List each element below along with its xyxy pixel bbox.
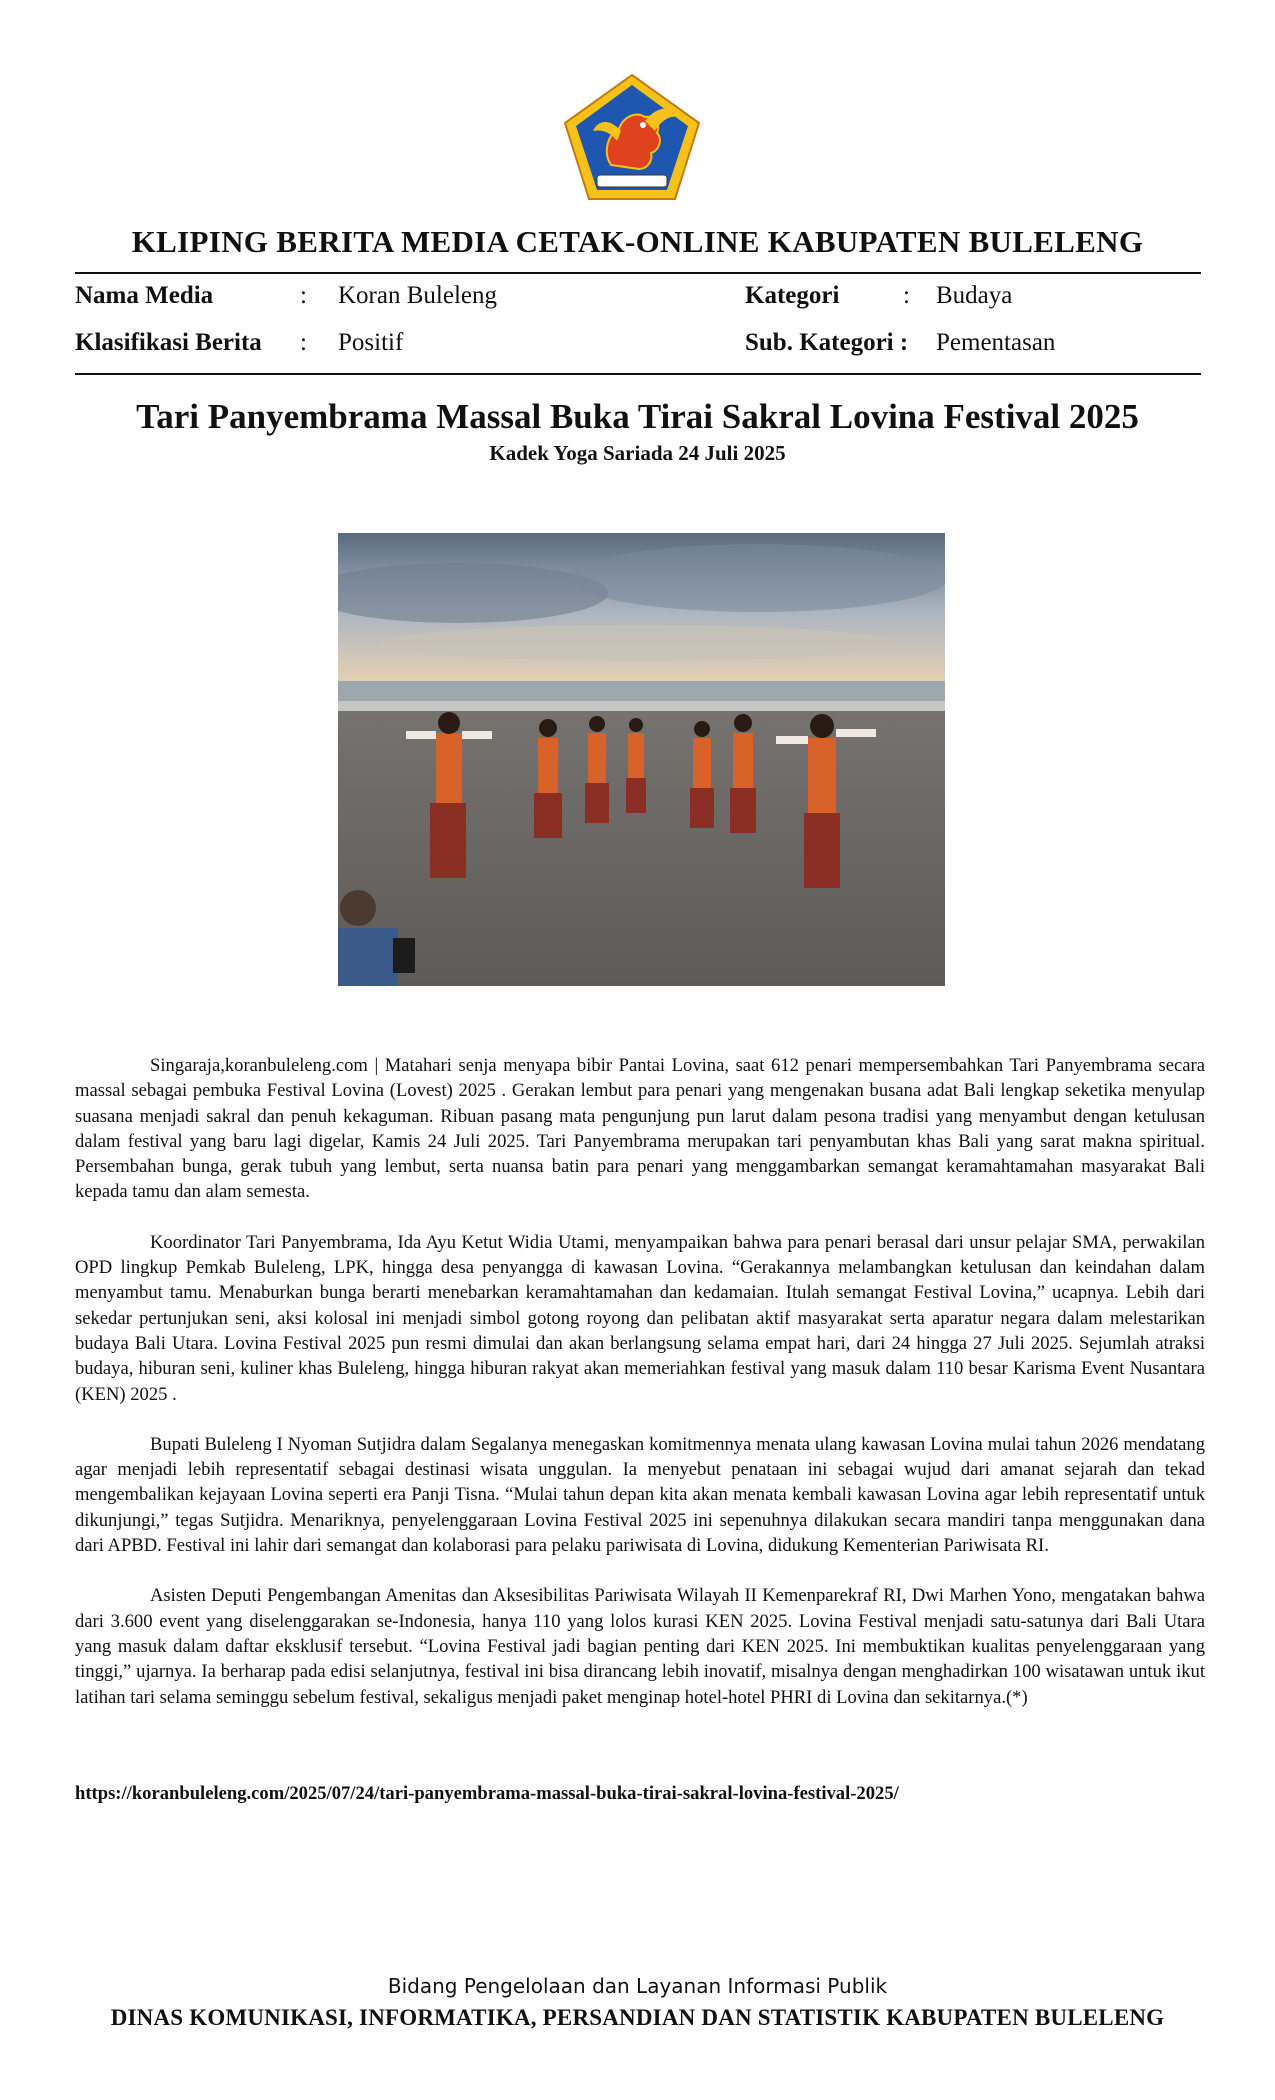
regency-logo	[563, 73, 701, 201]
classification-value: Positif	[338, 329, 404, 356]
clipping-header-title: KLIPING BERITA MEDIA CETAK-ONLINE KABUPATEN BULELENG	[131, 224, 1144, 259]
subcategory-value: Pementasan	[936, 329, 1056, 356]
classification-separator: :	[300, 329, 307, 356]
article-paragraph: Asisten Deputi Pengembangan Amenitas dan Aksesibilitas Pariwisata Wilayah II Kemenparekraf RI, Dwi Marhen Yono, mengatakan bahwa dari 3.600 event yang diselenggarakan se-Indonesia, hanya 110 yang lolos kurasi KEN 2025. Lovina Festival menjadi satu-satunya dari Bali Utara yang masuk dalam daftar eksklusif tersebut. “Lovina Festival jadi bagian penting dari KEN 2025. Ini membuktikan kualitas penyelenggaraan yang tinggi,” ujarnya. Ia berharap pada edisi selanjutnya, festival ini bisa dirancang lebih inovatif, misalnya dengan menghadirkan 100 wisatawan untuk ikut latihan tari selama seminggu sebelum festival, sekaligus menjadi paket menginap hotel-hotel PHRI di Lovina dan sekitarnya.(*)	[75, 1585, 1205, 1708]
media-name-row	[75, 281, 213, 311]
article-paragraph: Koordinator Tari Panyembrama, Ida Ayu Ketut Widia Utami, menyampaikan bahwa para penari berasal dari unsur pelajar SMA, perwakilan OPD lingkup Pemkab Buleleng, LPK, hingga desa penyangga di kawasan Lovina. “Gerakannya melambangkan ketulusan dan keindahan dalam menyambut tamu. Menaburkan bunga berarti menebarkan keramahtamahan dan kedamaian. Itulah semangat Festival Lovina,” ucapnya. Lebih dari sekedar pertunjukan seni, aksi kolosal ini menjadi simbol gotong royong dan pelibatan aktif masyarakat serta aparatur negara dalam melestarikan budaya Bali Utara. Lovina Festival 2025 pun resmi dimulai dan akan berlangsung selama empat hari, dari 24 hingga 27 Juli 2025. Sejumlah atraksi budaya, hiburan seni, kuliner khas Buleleng, hingga hiburan rakyat akan memeriahkan festival yang masuk dalam 110 besar Karisma Event Nusantara (KEN) 2025 .	[75, 1231, 1205, 1405]
media-name-separator: :	[300, 282, 307, 309]
header-bottom-rule	[75, 373, 1201, 375]
singa-ambara-raja-emblem-icon	[563, 73, 701, 201]
source-url-link[interactable]: https://koranbuleleng.com/2025/07/24/tari-panyembrama-massal-buka-tirai-sakral-lovina-festival-2025/	[75, 1783, 899, 1804]
article-body	[75, 1053, 1205, 1735]
subcategory-row	[745, 328, 908, 358]
category-label: Kategori	[745, 282, 840, 309]
article-byline: Kadek Yoga Sariada 24 Juli 2025	[489, 441, 786, 465]
category-row	[745, 281, 839, 311]
classification-label: Klasifikasi Berita	[75, 329, 262, 356]
subcategory-label: Sub. Kategori :	[745, 329, 909, 356]
media-name-value: Koran Buleleng	[338, 282, 497, 309]
media-name-label: Nama Media	[75, 282, 214, 309]
article-paragraph: Bupati Buleleng I Nyoman Sutjidra dalam Segalanya menegaskan komitmennya menata ulang kawasan Lovina mulai tahun 2026 mendatang agar menjadi lebih representatif sebagai destinasi wisata unggulan. Ia menyebut penataan ini sebagai wujud dari amanat sejarah dan tekad mengembalikan kejayaan Lovina seperti era Panji Tisna. “Mulai tahun depan kita akan menata kembali kawasan Lovina agar lebih representatif untuk dikunjungi,” tegas Sutjidra. Menariknya, penyelenggaraan Lovina Festival 2025 ini sepenuhnya dilakukan secara mandiri tanpa menggunakan dana dari APBD. Festival ini lahir dari semangat dan kolaborasi para pelaku pariwisata di Lovina, didukung Kementerian Pariwisata RI.	[75, 1433, 1205, 1557]
article-photo	[338, 533, 945, 986]
classification-row	[75, 328, 262, 358]
footer-division: Bidang Pengelolaan dan Layanan Informasi Publik	[387, 1974, 888, 1998]
category-separator: :	[903, 282, 910, 309]
article-title: Tari Panyembrama Massal Buka Tirai Sakral Lovina Festival 2025	[136, 397, 1139, 436]
footer-agency: DINAS KOMUNIKASI, INFORMATIKA, PERSANDIAN DAN STATISTIK KABUPATEN BULELENG	[110, 2005, 1165, 2030]
beach-dancers-photo	[338, 533, 945, 986]
header-top-rule	[75, 272, 1201, 274]
article-paragraph: Singaraja,koranbuleleng.com | Matahari senja menyapa bibir Pantai Lovina, saat 612 penari mempersembahkan Tari Panyembrama secara massal sebagai pembuka Festival Lovina (Lovest) 2025 . Gerakan lembut para penari yang mengenakan busana adat Bali lengkap seketika menyulap suasana menjadi sakral dan penuh kekaguman. Ribuan pasang mata pengunjung pun larut dalam pesona tradisi yang menyambut dengan ketulusan dalam festival yang baru lagi digelar, Kamis 24 Juli 2025. Tari Panyembrama merupakan tari penyambutan khas Bali yang sarat makna spiritual. Persembahan bunga, gerak tubuh yang lembut, serta nuansa batin para penari yang menggambarkan semangat keramahtamahan masyarakat Bali kepada tamu dan alam semesta.	[75, 1055, 1205, 1203]
category-value: Budaya	[936, 282, 1013, 309]
